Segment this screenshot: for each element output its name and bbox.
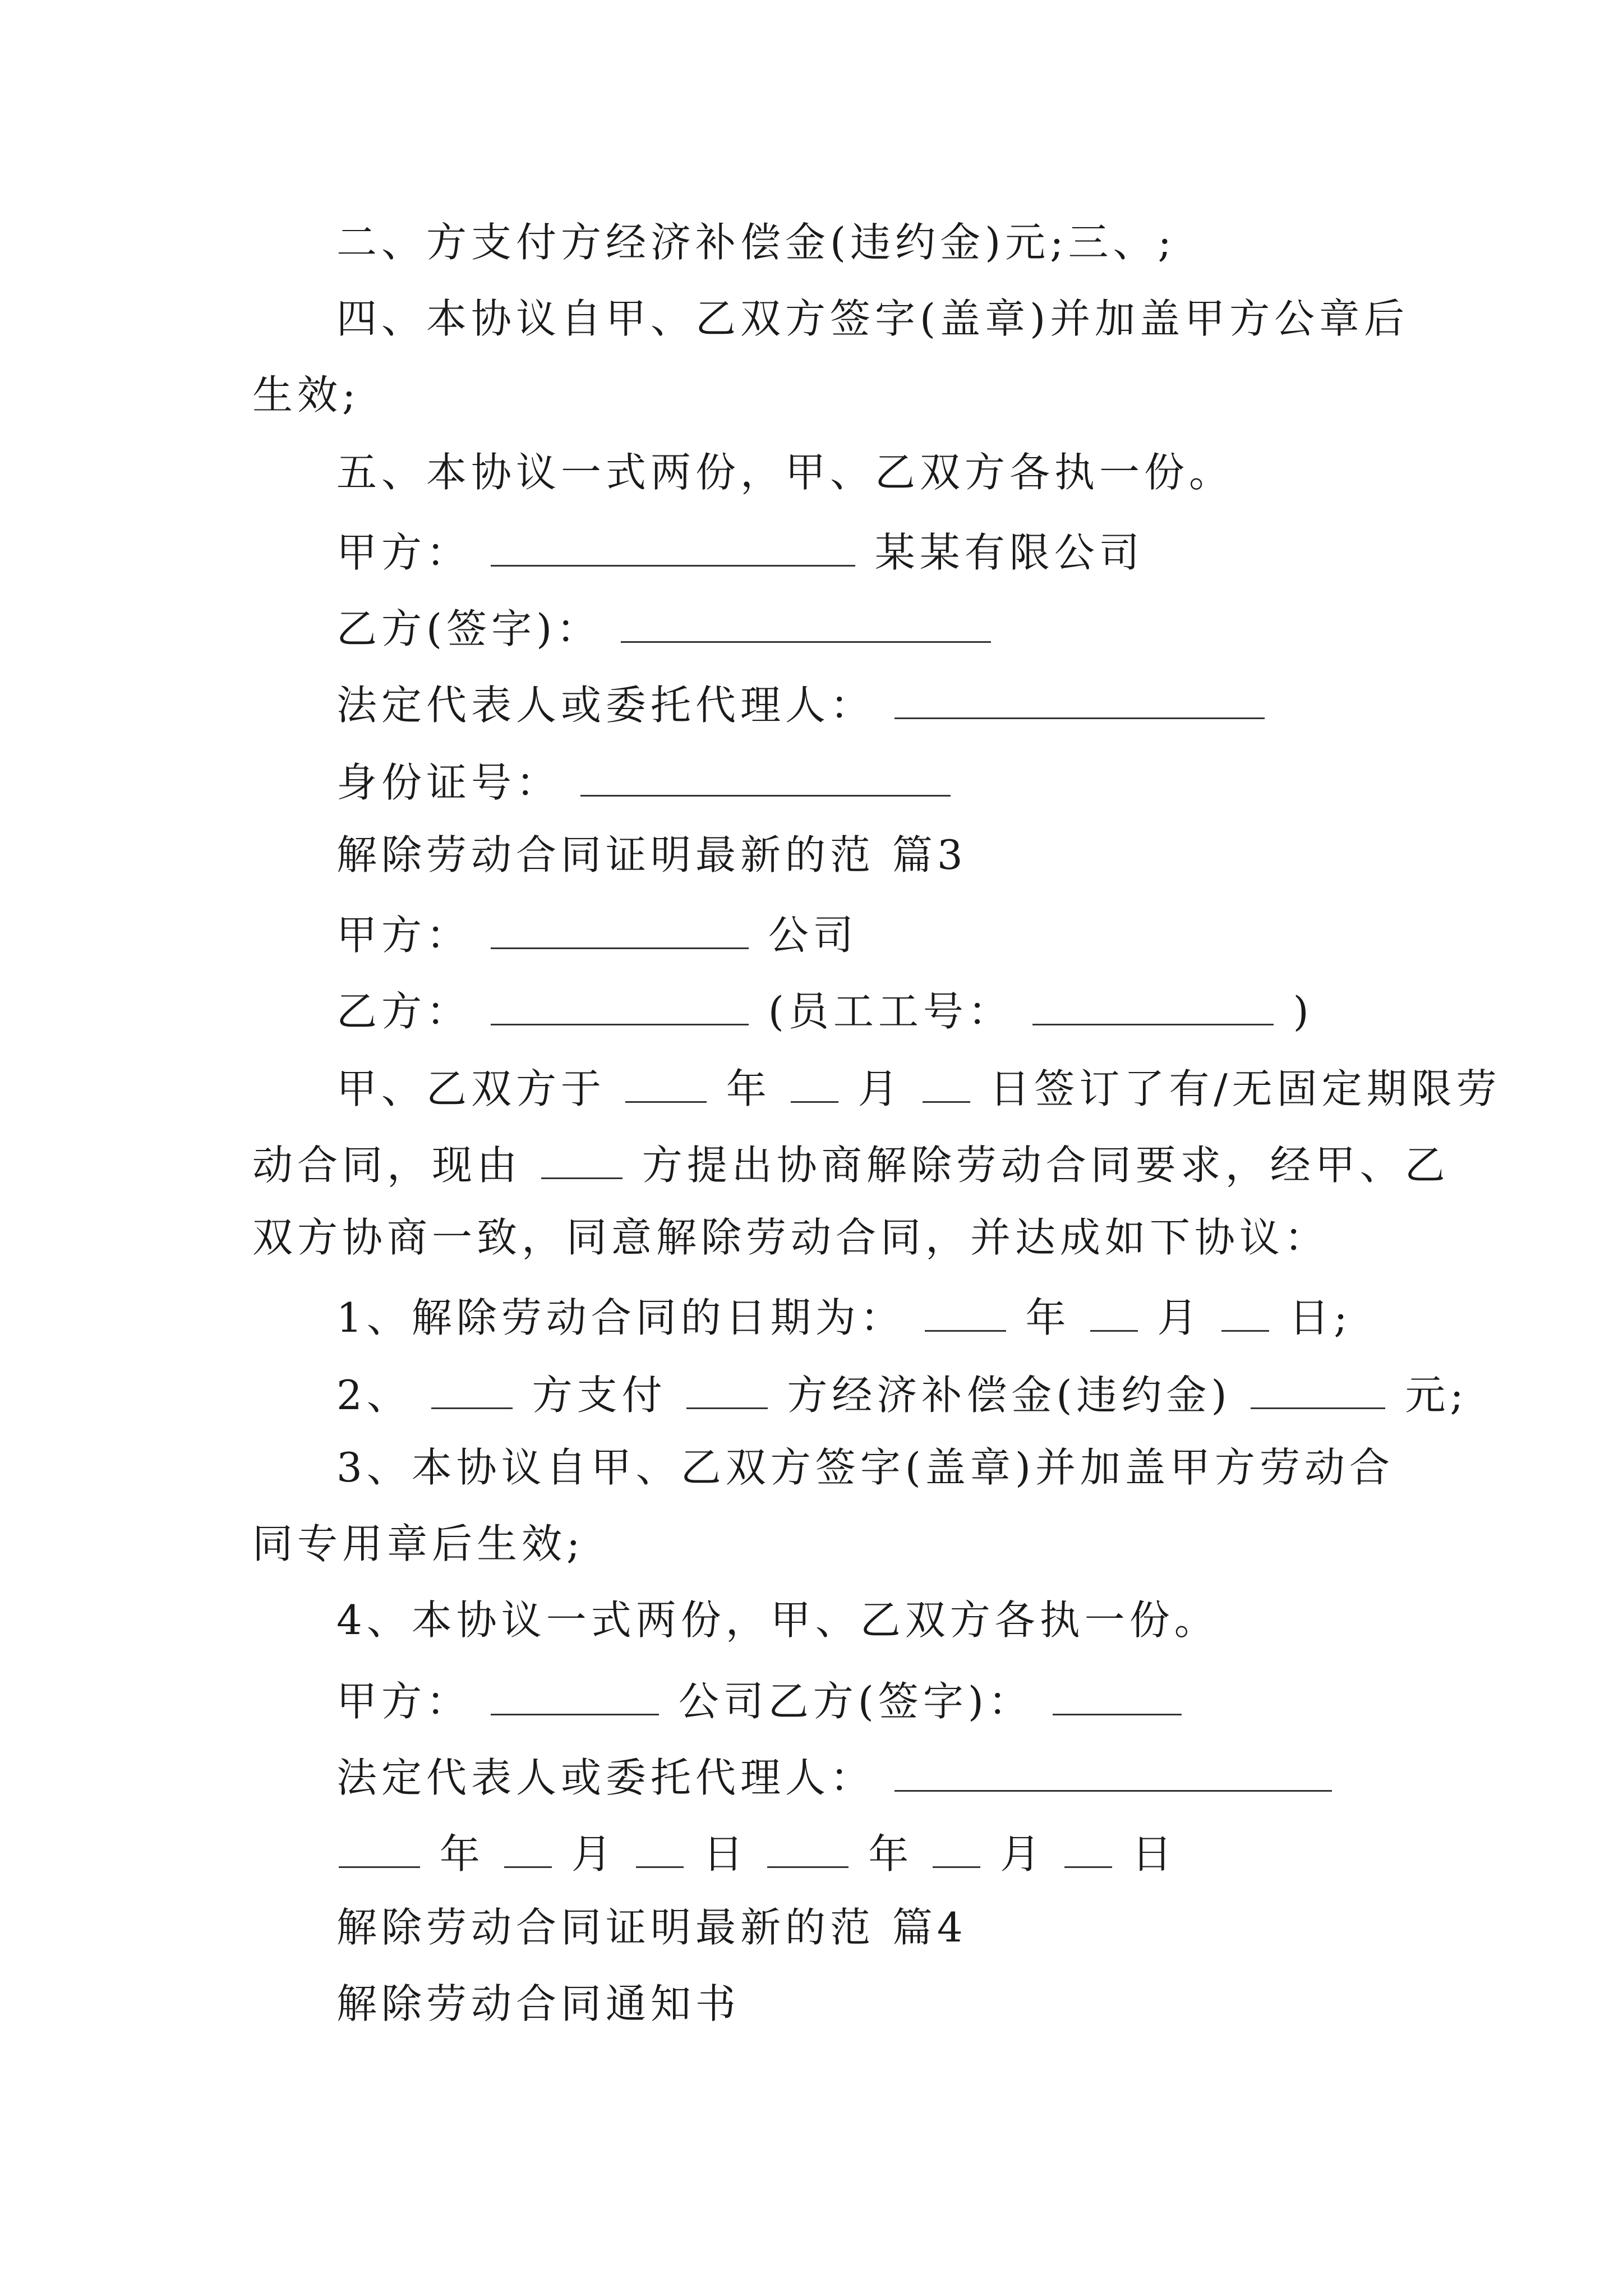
termination-request-suffix: 方提出协商解除劳动合同要求，经甲、乙 bbox=[642, 1141, 1450, 1189]
party-a-blank bbox=[491, 528, 855, 567]
item-2-compensation: 方经济补偿金(违约金) bbox=[787, 1371, 1232, 1419]
party-a-line bbox=[336, 528, 1144, 576]
contract-signing-suffix: 日签订了有/无固定期限劳 bbox=[989, 1065, 1501, 1112]
clause-4-text: 四、本协议自甲、乙双方签字(盖章)并加盖甲方公章后 bbox=[336, 295, 1409, 342]
legal-representative-label-2: 法定代表人或委托代理人： bbox=[336, 1754, 875, 1801]
contract-signing-line bbox=[336, 1065, 1501, 1112]
item-1-text: 1、解除劳动合同的日期为： bbox=[336, 1294, 905, 1341]
clause-2-text: 二、方支付方经济补偿金(违约金)元;三、; bbox=[336, 219, 1176, 266]
party-a-label-2: 甲方： bbox=[336, 911, 472, 959]
item-3-line bbox=[336, 1444, 1394, 1491]
employee-id-close: ) bbox=[1293, 987, 1313, 1035]
section-4-heading bbox=[336, 1904, 967, 1951]
clause-4-continuation-text: 生效; bbox=[252, 371, 361, 418]
party-a-date-day: 日 bbox=[703, 1830, 748, 1878]
signature-party-b-label: 公司乙方(签字)： bbox=[678, 1677, 1033, 1725]
id-number-line bbox=[336, 758, 953, 806]
termination-notice-title: 解除劳动合同通知书 bbox=[336, 1980, 741, 2027]
party-b-date-month: 月 bbox=[1000, 1830, 1045, 1878]
legal-representative-line bbox=[336, 681, 1267, 729]
termination-year-label: 年 bbox=[1025, 1294, 1071, 1341]
party-a-company-blank bbox=[491, 911, 749, 949]
item-1-line bbox=[336, 1294, 1352, 1341]
contract-signing-prefix: 甲、乙双方于 bbox=[336, 1065, 606, 1112]
agreement-intro-text: 双方协商一致，同意解除劳动合同，并达成如下协议： bbox=[252, 1214, 1330, 1261]
party-b-date-day-blank bbox=[1064, 1830, 1112, 1868]
party-a-date-month: 月 bbox=[571, 1830, 616, 1878]
party-a-date-month-blank bbox=[504, 1830, 552, 1868]
legal-representative-blank-2 bbox=[895, 1754, 1332, 1792]
id-number-blank bbox=[580, 758, 951, 797]
clause-5-line bbox=[336, 449, 1234, 496]
termination-request-line bbox=[252, 1141, 1450, 1189]
party-a-date-day-blank bbox=[636, 1830, 684, 1868]
party-a-company-line bbox=[336, 911, 858, 959]
employee-id-label: (员工工号： bbox=[768, 987, 1013, 1035]
requesting-party-blank bbox=[541, 1141, 623, 1179]
termination-day-label: 日; bbox=[1289, 1294, 1352, 1341]
id-number-label: 身份证号： bbox=[336, 758, 561, 806]
party-b-date-year: 年 bbox=[868, 1830, 914, 1878]
party-b-date-month-blank bbox=[933, 1830, 980, 1868]
item-4-line bbox=[336, 1596, 1219, 1644]
signature-dates-line bbox=[336, 1830, 1177, 1878]
clause-4-line bbox=[336, 295, 1409, 342]
item-4-text: 4、本协议一式两份，甲、乙双方各执一份。 bbox=[336, 1596, 1219, 1644]
signature-parties-line bbox=[336, 1677, 1184, 1725]
party-a-label: 甲方： bbox=[336, 528, 472, 576]
item-3-text: 3、本协议自甲、乙双方签字(盖章)并加盖甲方劳动合 bbox=[336, 1444, 1394, 1491]
clause-5-text: 五、本协议一式两份，甲、乙双方各执一份。 bbox=[336, 449, 1234, 496]
item-3-continuation-text: 同专用章后生效; bbox=[252, 1520, 585, 1567]
termination-month-label: 月 bbox=[1157, 1294, 1202, 1341]
signing-day-blank bbox=[923, 1065, 970, 1103]
signature-party-a-blank bbox=[491, 1677, 659, 1715]
party-a-date-year: 年 bbox=[439, 1830, 485, 1878]
signing-year-label: 年 bbox=[726, 1065, 771, 1112]
section-4-title: 解除劳动合同证明最新的范 篇4 bbox=[336, 1904, 967, 1951]
signature-party-a-label: 甲方： bbox=[336, 1677, 472, 1725]
paying-party-blank bbox=[431, 1371, 513, 1409]
signature-party-b-blank bbox=[1053, 1677, 1182, 1715]
party-a-company-suffix: 公司 bbox=[768, 911, 858, 959]
termination-request-prefix: 动合同，现由 bbox=[252, 1141, 522, 1189]
compensation-amount-blank bbox=[1251, 1371, 1385, 1409]
section-3-title: 解除劳动合同证明最新的范 篇3 bbox=[336, 831, 967, 878]
party-a-company: 某某有限公司 bbox=[874, 528, 1144, 576]
item-2-number: 2、 bbox=[336, 1371, 412, 1419]
termination-year-blank bbox=[925, 1294, 1006, 1332]
clause-2-line bbox=[336, 219, 1176, 266]
party-b-date-year-blank bbox=[767, 1830, 849, 1868]
party-b-signature-label: 乙方(签字)： bbox=[336, 605, 602, 652]
item-2-pays: 方支付 bbox=[532, 1371, 667, 1419]
legal-representative-blank bbox=[895, 681, 1265, 719]
party-b-signature-blank bbox=[621, 605, 991, 643]
signing-year-blank bbox=[625, 1065, 707, 1103]
receiving-party-blank bbox=[686, 1371, 768, 1409]
item-3-continuation bbox=[252, 1520, 585, 1567]
legal-representative-label: 法定代表人或委托代理人： bbox=[336, 681, 875, 729]
item-2-currency: 元; bbox=[1405, 1371, 1468, 1419]
termination-day-blank bbox=[1221, 1294, 1269, 1332]
party-a-date-year-blank bbox=[339, 1830, 420, 1868]
termination-notice-heading bbox=[336, 1980, 741, 2027]
party-b-name-blank bbox=[491, 987, 749, 1025]
signing-month-blank bbox=[791, 1065, 838, 1103]
employee-id-blank bbox=[1032, 987, 1274, 1025]
legal-representative-line-2 bbox=[336, 1754, 1334, 1801]
item-2-line bbox=[336, 1371, 1468, 1419]
party-b-date-day: 日 bbox=[1131, 1830, 1177, 1878]
party-b-employee-line bbox=[336, 987, 1313, 1035]
party-b-label: 乙方： bbox=[336, 987, 472, 1035]
agreement-intro-line bbox=[252, 1214, 1330, 1261]
section-3-heading bbox=[336, 831, 967, 878]
termination-month-blank bbox=[1090, 1294, 1138, 1332]
party-b-signature-line bbox=[336, 605, 993, 652]
signing-month-label: 月 bbox=[857, 1065, 903, 1112]
clause-4-continuation bbox=[252, 371, 361, 418]
